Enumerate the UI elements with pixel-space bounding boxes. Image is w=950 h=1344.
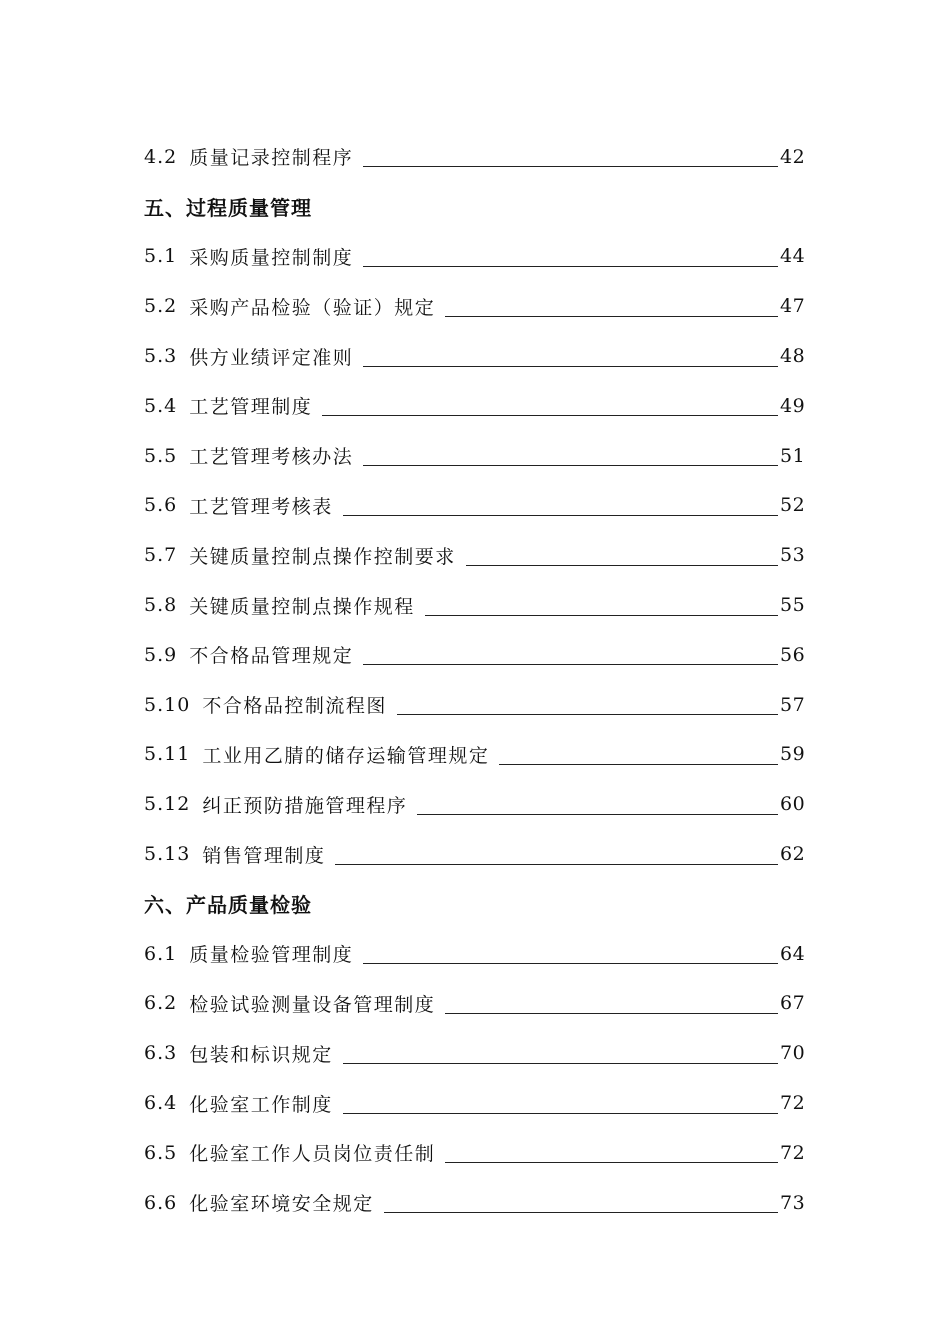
entry-title: 化验室工作制度 bbox=[189, 1093, 333, 1116]
entry-title: 采购质量控制制度 bbox=[189, 246, 354, 269]
leader-line bbox=[363, 664, 778, 665]
entry-number: 5.1 bbox=[144, 245, 178, 268]
entry-page-number: 56 bbox=[780, 643, 806, 666]
entry-number: 5.5 bbox=[144, 444, 178, 467]
toc-entry bbox=[144, 132, 804, 182]
entry-number: 5.2 bbox=[144, 295, 178, 318]
entry-title: 包装和标识规定 bbox=[189, 1043, 333, 1066]
entry-title: 关键质量控制点操作规程 bbox=[189, 595, 415, 618]
entry-title: 质量检验管理制度 bbox=[189, 944, 354, 967]
entry-number: 6.5 bbox=[144, 1141, 178, 1164]
entry-page-number: 70 bbox=[780, 1042, 806, 1065]
entry-number: 5.3 bbox=[144, 345, 178, 368]
entry-number: 6.1 bbox=[144, 942, 178, 965]
leader-line bbox=[384, 1212, 778, 1213]
entry-page-number: 55 bbox=[780, 594, 806, 617]
leader-line bbox=[425, 615, 778, 616]
toc-entry bbox=[144, 481, 804, 531]
leader-line bbox=[363, 266, 778, 267]
entry-title: 化验室工作人员岗位责任制 bbox=[189, 1143, 436, 1166]
table-of-contents bbox=[144, 132, 804, 1228]
toc-entry bbox=[144, 1028, 804, 1078]
toc-entry bbox=[144, 1128, 804, 1178]
entry-title: 工业用乙腈的储存运输管理规定 bbox=[202, 744, 490, 767]
entry-title: 不合格品控制流程图 bbox=[202, 695, 387, 718]
entry-title: 化验室环境安全规定 bbox=[189, 1193, 374, 1216]
entry-page-number: 52 bbox=[780, 494, 806, 517]
leader-line bbox=[417, 814, 778, 815]
entry-title: 工艺管理考核表 bbox=[189, 495, 333, 518]
section-heading-text: 六、产品质量检验 bbox=[144, 893, 312, 918]
leader-line bbox=[363, 166, 778, 167]
entry-title: 质量记录控制程序 bbox=[189, 147, 354, 170]
entry-page-number: 57 bbox=[780, 693, 806, 716]
toc-entry bbox=[144, 829, 804, 879]
toc-entry bbox=[144, 979, 804, 1029]
leader-line bbox=[363, 465, 778, 466]
entry-title: 关键质量控制点操作控制要求 bbox=[189, 545, 456, 568]
entry-title: 销售管理制度 bbox=[202, 844, 326, 867]
entry-page-number: 67 bbox=[780, 992, 806, 1015]
entry-number: 5.13 bbox=[144, 843, 191, 866]
entry-page-number: 62 bbox=[780, 843, 806, 866]
leader-line bbox=[445, 316, 778, 317]
entry-number: 6.2 bbox=[144, 992, 178, 1015]
entry-page-number: 49 bbox=[780, 394, 806, 417]
entry-page-number: 48 bbox=[780, 345, 806, 368]
toc-entry bbox=[144, 431, 804, 481]
entry-title: 检验试验测量设备管理制度 bbox=[189, 993, 436, 1016]
toc-entry bbox=[144, 1178, 804, 1228]
leader-line bbox=[445, 1013, 778, 1014]
leader-line bbox=[343, 515, 778, 516]
toc-entry bbox=[144, 1078, 804, 1128]
entry-title: 工艺管理制度 bbox=[189, 396, 313, 419]
entry-number: 5.10 bbox=[144, 693, 191, 716]
entry-page-number: 72 bbox=[780, 1092, 806, 1115]
toc-section-heading bbox=[144, 182, 804, 232]
leader-line bbox=[445, 1162, 778, 1163]
entry-number: 6.6 bbox=[144, 1191, 178, 1214]
entry-number: 5.6 bbox=[144, 494, 178, 517]
leader-line bbox=[343, 1063, 778, 1064]
entry-number: 5.11 bbox=[144, 743, 191, 766]
leader-line bbox=[397, 714, 778, 715]
entry-page-number: 60 bbox=[780, 793, 806, 816]
leader-line bbox=[363, 963, 778, 964]
toc-entry bbox=[144, 580, 804, 630]
entry-number: 6.3 bbox=[144, 1042, 178, 1065]
toc-entry bbox=[144, 281, 804, 331]
toc-entry bbox=[144, 929, 804, 979]
entry-number: 5.4 bbox=[144, 394, 178, 417]
leader-line bbox=[322, 415, 778, 416]
entry-page-number: 51 bbox=[780, 444, 806, 467]
entry-number: 6.4 bbox=[144, 1092, 178, 1115]
leader-line bbox=[363, 366, 778, 367]
toc-entry bbox=[144, 630, 804, 680]
entry-title: 供方业绩评定准则 bbox=[189, 346, 354, 369]
section-heading-text: 五、过程质量管理 bbox=[144, 196, 312, 221]
toc-section-heading bbox=[144, 879, 804, 929]
leader-line bbox=[335, 864, 778, 865]
toc-entry bbox=[144, 232, 804, 282]
toc-entry bbox=[144, 779, 804, 829]
entry-page-number: 47 bbox=[780, 295, 806, 318]
toc-entry bbox=[144, 381, 804, 431]
entry-title: 采购产品检验（验证）规定 bbox=[189, 296, 436, 319]
leader-line bbox=[499, 764, 778, 765]
leader-line bbox=[343, 1113, 778, 1114]
toc-entry bbox=[144, 680, 804, 730]
entry-number: 5.9 bbox=[144, 643, 178, 666]
leader-line bbox=[466, 565, 778, 566]
toc-entry bbox=[144, 730, 804, 780]
entry-page-number: 73 bbox=[780, 1191, 806, 1214]
toc-entry bbox=[144, 530, 804, 580]
toc-entry bbox=[144, 331, 804, 381]
entry-number: 5.12 bbox=[144, 793, 191, 816]
entry-page-number: 53 bbox=[780, 544, 806, 567]
entry-title: 纠正预防措施管理程序 bbox=[202, 794, 408, 817]
entry-number: 5.8 bbox=[144, 594, 178, 617]
entry-page-number: 59 bbox=[780, 743, 806, 766]
entry-page-number: 44 bbox=[780, 245, 806, 268]
entry-title: 不合格品管理规定 bbox=[189, 645, 354, 668]
entry-title: 工艺管理考核办法 bbox=[189, 446, 354, 469]
entry-page-number: 42 bbox=[780, 145, 806, 168]
entry-number: 4.2 bbox=[144, 145, 178, 168]
entry-number: 5.7 bbox=[144, 544, 178, 567]
entry-page-number: 64 bbox=[780, 942, 806, 965]
entry-page-number: 72 bbox=[780, 1141, 806, 1164]
